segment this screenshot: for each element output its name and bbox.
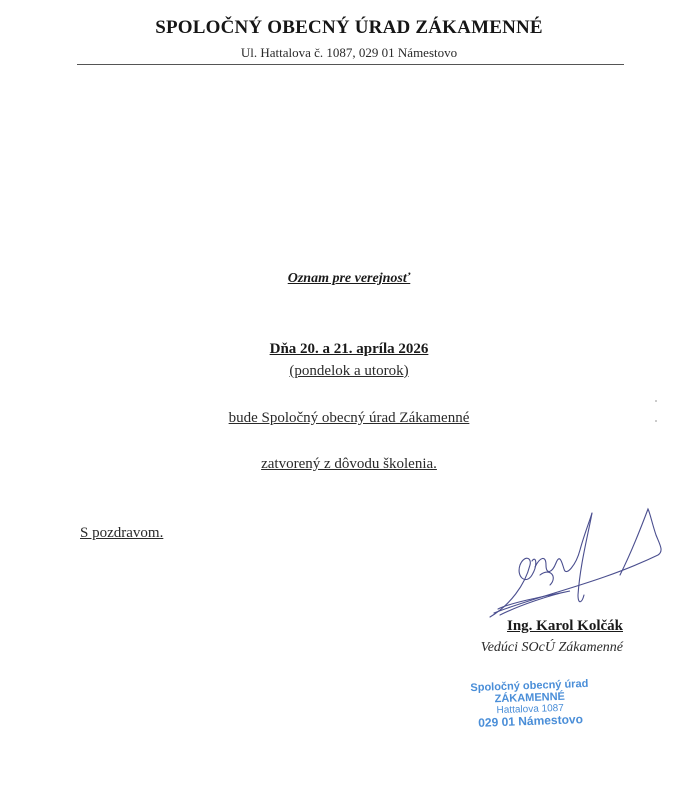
closure-date: Dňa 20. a 21. apríla 2026 [269, 341, 429, 357]
stamp-line-office: Spoločný obecný úrad [470, 677, 589, 695]
stamp-line-city: 029 01 Námestovo [478, 712, 584, 731]
signer-name: Ing. Karol Kolčák [507, 618, 623, 634]
closure-days: (pondelok a utorok) [289, 363, 409, 379]
office-stamp [454, 677, 606, 731]
office-title: SPOLOČNÝ OBECNÝ ÚRAD ZÁKAMENNÉ [155, 17, 543, 38]
stamp-line-town: ZÁKAMENNÉ [494, 690, 566, 706]
notice-title: Oznam pre verejnosť [287, 271, 411, 286]
notice-body-line-2: zatvorený z dôvodu školenia. [261, 456, 437, 472]
closing-greeting: S pozdravom. [80, 525, 164, 541]
signer-role: Vedúci SOcÚ Zákamenné [480, 640, 623, 655]
office-address: Ul. Hattalova č. 1087, 029 01 Námestovo [240, 45, 458, 60]
stamp-line-street: Hattalova 1087 [496, 703, 565, 717]
handwritten-signature [480, 505, 670, 625]
scan-speck [655, 400, 657, 402]
scan-speck [655, 420, 657, 422]
notice-body-line-1: bude Spoločný obecný úrad Zákamenné [228, 410, 470, 426]
header-divider [77, 64, 624, 65]
